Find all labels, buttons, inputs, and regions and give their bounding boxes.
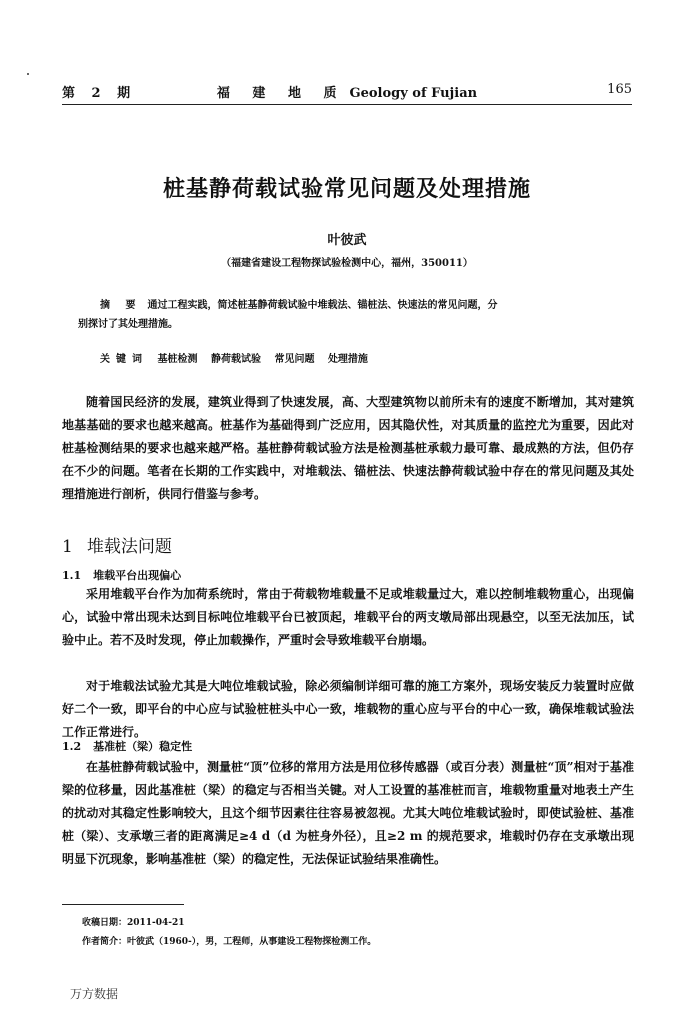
running-header (62, 82, 632, 105)
intro-paragraph: 随着国民经济的发展，建筑业得到了快速发展，高、大型建筑物以前所未有的速度不断增加，其对建筑地基基础的要求也越来越高。桩基作为基础得到广泛应用，因其隐伏性，对其质量的监控尤为重要，因此对桩基检测结果的要求也越来越严格。基桩静荷载试验方法是检测基桩承载力最可靠、最成熟的方法，但仍存在不少的问题。笔者在长期的工作实践中，对堆载法、锚桩法、快速法静荷载试验中存在的常见问题及其处理措施进行剖析，供同行借鉴与参考。 (62, 395, 634, 501)
body-paragraph: 对于堆载法试验尤其是大吨位堆载试验，除必须编制详细可靠的施工方案外，现场安装反力装置时应做好二个一致，即平台的中心应与试验桩桩头中心一致，堆载物的重心应与平台的中心一致，确保堆载试验法工作正常进行。 (62, 679, 634, 739)
keyword: 基桩检测 (157, 354, 198, 365)
keyword: 静荷载试验 (210, 354, 261, 365)
journal-name-cn: 福 建 地 质 (216, 86, 346, 101)
abstract-label: 摘 要 (100, 300, 142, 311)
keyword: 处理措施 (327, 354, 368, 365)
subsection-number: 1.1 (62, 569, 82, 582)
subsection-number: 1.2 (62, 740, 82, 753)
journal-name (62, 82, 632, 101)
journal-name-en: Geology of Fujian (349, 86, 478, 101)
subsection-title: 基准桩（梁）稳定性 (93, 740, 193, 753)
issue-number: 第 2 期 (62, 86, 137, 101)
received-date: 收稿日期：2011-04-21 (82, 918, 185, 928)
abstract-line-1: 通过工程实践，简述桩基静荷载试验中堆载法、锚桩法、快速法的常见问题，分 (147, 300, 498, 311)
section-number: 1 (62, 537, 73, 557)
keywords-label: 关键词 (100, 354, 148, 365)
body-paragraph: 采用堆载平台作为加荷系统时，常由于荷载物堆载量不足或堆载量过大，难以控制堆载物重心，出现偏心，试验中常出现未达到目标吨位堆载平台已被顶起，堆载平台的两支墩局部出现悬空，以至无法加压，试验中止。若不及时发现，停止加载操作，严重时会导致堆载平台崩塌。 (62, 587, 634, 647)
body-paragraph: 在基桩静荷载试验中，测量桩“顶”位移的常用方法是用位移传感器（或百分表）测量桩“顶”相对于基准梁的位移量，因此基准桩（梁）的稳定与否相当关键。对人工设置的基准桩而言，堆载物重量对地表土产生的扰动对其稳定性影响较大，且这个细节因素往往容易被忽视。尤其大吨位堆载试验时，即使试验桩、基准桩（梁）、支承墩三者的距离满足≥4 d（d 为桩身外径），且≥2 m 的规范要求，堆载时仍存在支承墩出现明显下沉现象，影响基准桩（梁）的稳定性，无法保证试验结果准确性。 (62, 760, 634, 866)
article-title: 桩基静荷载试验常见问题及处理措施 (162, 176, 531, 202)
scan-speck (27, 73, 29, 75)
watermark: 万方数据 (70, 987, 119, 1001)
footnotes (82, 914, 376, 952)
page-number: 165 (607, 82, 632, 97)
subsection-heading (62, 738, 192, 754)
subsection-title: 堆载平台出现偏心 (93, 569, 182, 582)
abstract-line-2: 别探讨了其处理措施。 (78, 319, 178, 330)
author-affiliation: （福建省建设工程物探试验检测中心，福州，350011） (221, 258, 473, 269)
footnote-rule (62, 904, 184, 905)
subsection-heading (62, 567, 181, 583)
keywords (100, 350, 600, 365)
abstract (78, 296, 600, 334)
keyword: 常见问题 (274, 354, 315, 365)
section-heading (62, 532, 172, 557)
section-title: 堆载法问题 (86, 537, 172, 557)
author-name: 叶彼武 (327, 233, 367, 248)
author-bio: 作者简介：叶彼武（1960-），男，工程师，从事建设工程物探检测工作。 (82, 937, 377, 947)
